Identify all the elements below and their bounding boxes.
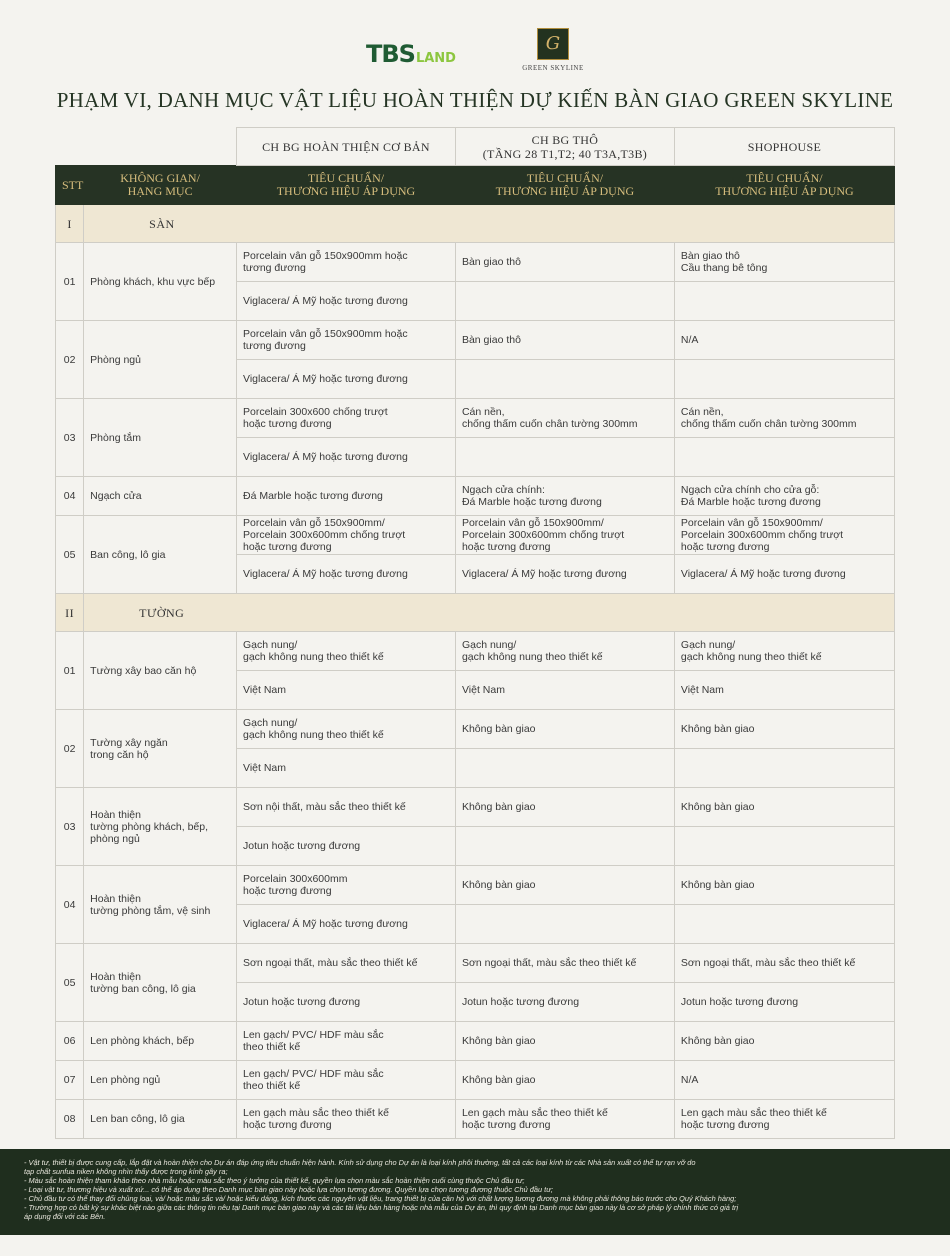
table-cell: Không bàn giao <box>455 866 674 905</box>
tbs-land-logo <box>366 40 456 68</box>
table-cell: Viglacera/ Á Mỹ hoặc tương đương <box>237 282 456 321</box>
table-cell <box>674 360 894 399</box>
table-cell <box>455 827 674 866</box>
table-cell: Sơn nội thất, màu sắc theo thiết kế <box>237 788 456 827</box>
table-cell: Bàn giao thô Cầu thang bê tông <box>674 243 894 282</box>
header-space: KHÔNG GIAN/ HẠNG MỤC <box>84 166 237 205</box>
table-cell: Việt Nam <box>237 671 456 710</box>
item-name: Ban công, lô gia <box>84 516 237 594</box>
table-cell: Sơn ngoại thất, màu sắc theo thiết kế <box>455 944 674 983</box>
table-cell: Việt Nam <box>674 671 894 710</box>
item-stt: 05 <box>56 944 84 1022</box>
table-cell: Jotun hoặc tương đương <box>674 983 894 1022</box>
header-standard-c: TIÊU CHUẨN/ THƯƠNG HIỆU ÁP DỤNG <box>674 166 894 205</box>
item-stt: 05 <box>56 516 84 594</box>
footnote-line: - Màu sắc hoàn thiện tham khảo theo nhà mẫu hoặc màu sắc theo ý tưởng của thiết kế, quyền lựa chọn màu sắc hoàn thiện cuối cùng thuộc Chủ đầu tư; <box>24 1176 525 1185</box>
table-cell: Gạch nung/ gạch không nung theo thiết kế <box>674 632 894 671</box>
table-cell: Không bàn giao <box>455 710 674 749</box>
table-cell: Viglacera/ Á Mỹ hoặc tương đương <box>237 555 456 594</box>
item-name: Tường xây bao căn hộ <box>84 632 237 710</box>
table-cell: Sơn ngoại thất, màu sắc theo thiết kế <box>237 944 456 983</box>
table-cell <box>455 438 674 477</box>
item-stt: 02 <box>56 710 84 788</box>
table-row <box>56 516 895 555</box>
item-name: Phòng ngủ <box>84 321 237 399</box>
table-row <box>56 1061 895 1100</box>
item-name: Ngạch cửa <box>84 477 237 516</box>
section-name: SÀN <box>84 205 895 243</box>
table-cell: Viglacera/ Á Mỹ hoặc tương đương <box>674 555 894 594</box>
column-header-shophouse: SHOPHOUSE <box>674 128 894 166</box>
table-cell: Không bàn giao <box>674 710 894 749</box>
table-cell: Len gạch/ PVC/ HDF màu sắc theo thiết kế <box>237 1061 456 1100</box>
table-cell: Đá Marble hoặc tương đương <box>237 477 456 516</box>
table-cell <box>674 438 894 477</box>
table-cell: Ngạch cửa chính cho cửa gỗ: Đá Marble hoặc tương đương <box>674 477 894 516</box>
item-name: Phòng khách, khu vực bếp <box>84 243 237 321</box>
table-row <box>56 710 895 749</box>
item-stt: 03 <box>56 399 84 477</box>
column-header-raw: CH BG THÔ (TẦNG 28 T1,T2; 40 T3A,T3B) <box>455 128 674 166</box>
green-skyline-mark: G <box>537 28 569 60</box>
item-stt: 04 <box>56 477 84 516</box>
item-name: Len phòng khách, bếp <box>84 1022 237 1061</box>
footnote-line: - Vật tư, thiết bị được cung cấp, lắp đặt và hoàn thiện cho Dự án đáp ứng tiêu chuẩn hiện hành. Kính sử dụng cho Dự án là loại kính phôi thường, tất cả các loại kính từ các Nhà sản xuất có thể tự rạn vỡ do <box>24 1158 696 1167</box>
item-stt: 07 <box>56 1061 84 1100</box>
item-name: Len phòng ngủ <box>84 1061 237 1100</box>
table-cell: N/A <box>674 1061 894 1100</box>
item-stt: 04 <box>56 866 84 944</box>
table-cell: Việt Nam <box>237 749 456 788</box>
table-row <box>56 1100 895 1139</box>
table-cell: Jotun hoặc tương đương <box>455 983 674 1022</box>
item-stt: 08 <box>56 1100 84 1139</box>
footnote-line: - Chủ đầu tư có thể thay đổi chủng loại, và/ hoặc màu sắc và/ hoặc kiểu dáng, kích thước các nguyên vật liệu, trang thiết bị của căn hộ với chất lượng tương đương mà không phải thông báo trước cho Quý Khách hàng; <box>24 1194 737 1203</box>
page-title: PHẠM VI, DANH MỤC VẬT LIỆU HOÀN THIỆN DỰ KIẾN BÀN GIAO GREEN SKYLINE <box>56 88 894 112</box>
green-skyline-logo <box>518 28 588 72</box>
table-cell: Không bàn giao <box>455 788 674 827</box>
section-number: II <box>56 594 84 632</box>
table-row <box>56 866 895 905</box>
item-stt: 03 <box>56 788 84 866</box>
table-cell <box>455 905 674 944</box>
section-number: I <box>56 205 84 243</box>
tbs-logo-main: TBS <box>366 40 415 68</box>
table-row <box>56 788 895 827</box>
tbs-logo-sub: LAND <box>415 51 456 66</box>
table-header-row <box>56 166 895 205</box>
table-cell <box>455 282 674 321</box>
table-cell: Len gạch/ PVC/ HDF màu sắc theo thiết kế <box>237 1022 456 1061</box>
table-cell: Jotun hoặc tương đương <box>237 827 456 866</box>
table-cell: Len gạch màu sắc theo thiết kế hoặc tương đương <box>455 1100 674 1139</box>
header-standard-b: TIÊU CHUẨN/ THƯƠNG HIỆU ÁP DỤNG <box>455 166 674 205</box>
footnotes <box>0 1149 950 1235</box>
table-cell <box>455 749 674 788</box>
table-cell: Porcelain vân gỗ 150x900mm/ Porcelain 300x600mm chống trượt hoặc tương đương <box>455 516 674 555</box>
table-cell: Bàn giao thô <box>455 243 674 282</box>
table-cell: Không bàn giao <box>455 1022 674 1061</box>
table-cell <box>674 749 894 788</box>
footnote-line: áp dụng đối với các Bên. <box>24 1212 106 1221</box>
header-stt: STT <box>56 166 84 205</box>
item-stt: 01 <box>56 632 84 710</box>
table-cell <box>674 282 894 321</box>
item-stt: 01 <box>56 243 84 321</box>
table-cell: Len gạch màu sắc theo thiết kế hoặc tương đương <box>674 1100 894 1139</box>
table-cell: Viglacera/ Á Mỹ hoặc tương đương <box>237 905 456 944</box>
section-row <box>56 594 895 632</box>
table-cell: Gạch nung/ gạch không nung theo thiết kế <box>455 632 674 671</box>
item-name: Hoàn thiện tường phòng tắm, vệ sinh <box>84 866 237 944</box>
table-cell: Sơn ngoại thất, màu sắc theo thiết kế <box>674 944 894 983</box>
footnote-line: - Trường hợp có bất kỳ sự khác biệt nào giữa các thông tin nêu tại Danh mục bàn giao này và các tài liệu bán hàng hoặc nhà mẫu của Dự án, thì quy định tại Danh mục bàn giao này là cơ sở pháp lý chính thức có giá trị <box>24 1203 739 1212</box>
table-row <box>56 944 895 983</box>
table-cell: Jotun hoặc tương đương <box>237 983 456 1022</box>
table-cell <box>674 827 894 866</box>
table-cell: Ngạch cửa chính: Đá Marble hoặc tương đương <box>455 477 674 516</box>
table-cell: Cán nền, chống thấm cuốn chân tường 300mm <box>455 399 674 438</box>
section-name: TƯỜNG <box>84 594 895 632</box>
table-cell: Gạch nung/ gạch không nung theo thiết kế <box>237 710 456 749</box>
footnote-line: - Loại vật tư, thương hiệu và xuất xứ... có thể áp dụng theo Danh mục bàn giao này hoặc lựa chọn tương đương. Quyền lựa chọn tương đương thuộc Chủ đầu tư; <box>24 1185 553 1194</box>
table-cell: Bàn giao thô <box>455 321 674 360</box>
table-row <box>56 399 895 438</box>
table-row <box>56 1022 895 1061</box>
table-row <box>56 477 895 516</box>
item-stt: 06 <box>56 1022 84 1061</box>
table-cell: Len gạch màu sắc theo thiết kế hoặc tương đương <box>237 1100 456 1139</box>
table-cell: Không bàn giao <box>674 1022 894 1061</box>
header-logos <box>0 28 950 78</box>
table-row <box>56 243 895 282</box>
table-cell <box>674 905 894 944</box>
table-cell: Porcelain vân gỗ 150x900mm/ Porcelain 300x600mm chống trượt hoặc tương đương <box>674 516 894 555</box>
table-cell: Porcelain vân gỗ 150x900mm hoặc tương đương <box>237 243 456 282</box>
green-skyline-wordmark: GREEN SKYLINE <box>522 64 584 72</box>
table-cell: Porcelain 300x600mm hoặc tương đương <box>237 866 456 905</box>
table-cell: Không bàn giao <box>455 1061 674 1100</box>
table-cell: Cán nền, chống thấm cuốn chân tường 300mm <box>674 399 894 438</box>
table-row <box>56 321 895 360</box>
table-row <box>56 632 895 671</box>
item-name: Tường xây ngăn trong căn hộ <box>84 710 237 788</box>
column-group-header <box>56 128 895 166</box>
item-stt: 02 <box>56 321 84 399</box>
table-cell: Porcelain vân gỗ 150x900mm/ Porcelain 300x600mm chống trượt hoặc tương đương <box>237 516 456 555</box>
materials-table <box>55 127 895 1139</box>
table-cell: Porcelain vân gỗ 150x900mm hoặc tương đương <box>237 321 456 360</box>
table-cell: N/A <box>674 321 894 360</box>
footnote-line: tạp chất sunfua niken không nhìn thấy được trong kính gây ra; <box>24 1167 228 1176</box>
table-cell: Không bàn giao <box>674 866 894 905</box>
item-name: Phòng tắm <box>84 399 237 477</box>
item-name: Hoàn thiện tường ban công, lô gia <box>84 944 237 1022</box>
header-standard-a: TIÊU CHUẨN/ THƯƠNG HIỆU ÁP DỤNG <box>237 166 456 205</box>
table-cell <box>455 360 674 399</box>
table-cell: Viglacera/ Á Mỹ hoặc tương đương <box>237 438 456 477</box>
table-cell: Porcelain 300x600 chống trượt hoặc tương đương <box>237 399 456 438</box>
table-cell: Gạch nung/ gạch không nung theo thiết kế <box>237 632 456 671</box>
column-header-basic-finish: CH BG HOÀN THIỆN CƠ BẢN <box>237 128 456 166</box>
table-cell: Không bàn giao <box>674 788 894 827</box>
item-name: Len ban công, lô gia <box>84 1100 237 1139</box>
section-row <box>56 205 895 243</box>
table-cell: Viglacera/ Á Mỹ hoặc tương đương <box>455 555 674 594</box>
table-cell: Việt Nam <box>455 671 674 710</box>
table-cell: Viglacera/ Á Mỹ hoặc tương đương <box>237 360 456 399</box>
item-name: Hoàn thiện tường phòng khách, bếp, phòng ngủ <box>84 788 237 866</box>
